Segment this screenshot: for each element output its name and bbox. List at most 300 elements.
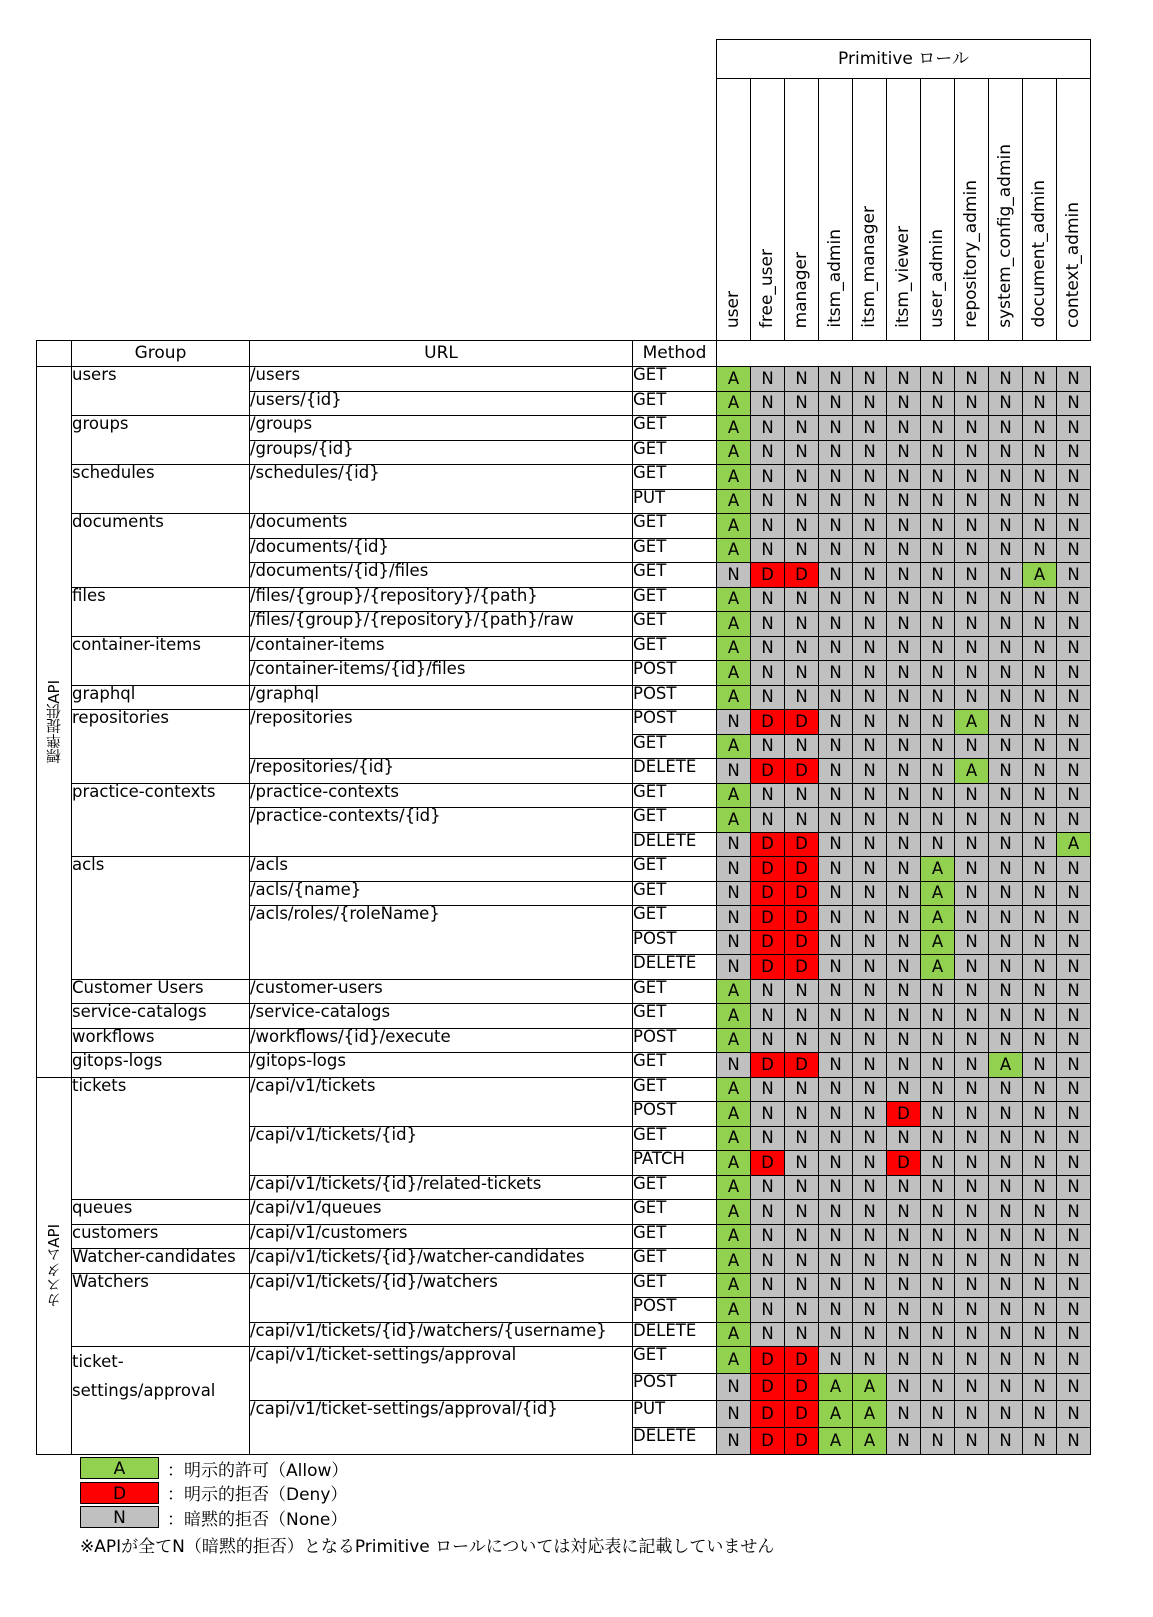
perm-cell-itsm-viewer: N <box>887 1126 921 1151</box>
perm-cell-itsm-viewer: N <box>887 685 921 710</box>
perm-cell-itsm-viewer: N <box>887 440 921 465</box>
perm-cell-itsm-manager: A <box>853 1374 887 1401</box>
perm-cell-user: A <box>717 1249 751 1274</box>
perm-cell-itsm-viewer: N <box>887 1273 921 1298</box>
url-cell: /capi/v1/queues <box>250 1200 633 1225</box>
perm-cell-system-config-admin: N <box>989 1200 1023 1225</box>
perm-cell-system-config-admin: N <box>989 1151 1023 1176</box>
perm-cell-free-user: D <box>751 930 785 955</box>
perm-cell-itsm-manager: N <box>853 1004 887 1029</box>
perm-cell-repository-admin: N <box>955 1428 989 1455</box>
perm-cell-repository-admin: N <box>955 832 989 857</box>
perm-cell-free-user: D <box>751 1428 785 1455</box>
perm-cell-user: N <box>717 1401 751 1428</box>
perm-cell-document-admin: N <box>1023 906 1057 931</box>
perm-cell-context-admin: N <box>1057 391 1091 416</box>
perm-cell-user: N <box>717 710 751 735</box>
group-cell: customers <box>72 1224 250 1249</box>
perm-cell-manager: D <box>785 1428 819 1455</box>
section-label: カスタムAPI <box>44 1223 63 1308</box>
perm-cell-user-admin: N <box>921 1200 955 1225</box>
perm-cell-manager: N <box>785 1077 819 1102</box>
method-column-header: Method <box>633 341 717 367</box>
perm-cell-itsm-admin: N <box>819 440 853 465</box>
perm-cell-itsm-admin: N <box>819 832 853 857</box>
perm-cell-user-admin: N <box>921 1224 955 1249</box>
perm-cell-itsm-viewer: N <box>887 832 921 857</box>
perm-cell-itsm-admin: N <box>819 685 853 710</box>
perm-cell-user: A <box>717 538 751 563</box>
perm-cell-manager: N <box>785 636 819 661</box>
perm-cell-manager: N <box>785 587 819 612</box>
perm-cell-user: A <box>717 979 751 1004</box>
role-header-context-admin <box>1057 79 1091 341</box>
perm-cell-itsm-manager: N <box>853 587 887 612</box>
perm-cell-document-admin: N <box>1023 465 1057 490</box>
perm-cell-itsm-manager: N <box>853 979 887 1004</box>
perm-cell-user-admin: N <box>921 636 955 661</box>
perm-cell-itsm-viewer: D <box>887 1151 921 1176</box>
perm-cell-user-admin: N <box>921 710 955 735</box>
perm-cell-itsm-admin: N <box>819 1224 853 1249</box>
perm-cell-itsm-manager: N <box>853 881 887 906</box>
perm-cell-system-config-admin: N <box>989 1428 1023 1455</box>
perm-cell-itsm-manager: N <box>853 1175 887 1200</box>
perm-cell-itsm-viewer: N <box>887 661 921 686</box>
perm-cell-itsm-admin: N <box>819 1200 853 1225</box>
legend-item-N <box>80 1505 348 1530</box>
perm-cell-repository-admin: N <box>955 783 989 808</box>
perm-cell-itsm-viewer: N <box>887 955 921 980</box>
method-cell: GET <box>633 1273 717 1298</box>
perm-cell-free-user: D <box>751 710 785 735</box>
perm-cell-manager: D <box>785 857 819 882</box>
perm-cell-itsm-admin: N <box>819 587 853 612</box>
perm-cell-context-admin: N <box>1057 783 1091 808</box>
perm-cell-context-admin: N <box>1057 612 1091 637</box>
perm-cell-system-config-admin: N <box>989 661 1023 686</box>
table-row <box>37 1028 1091 1053</box>
table-row <box>37 979 1091 1004</box>
url-cell: /capi/v1/ticket-settings/approval <box>250 1347 633 1401</box>
perm-cell-repository-admin: N <box>955 1322 989 1347</box>
perm-cell-repository-admin: N <box>955 1249 989 1274</box>
perm-cell-user: A <box>717 391 751 416</box>
perm-cell-itsm-admin: N <box>819 1028 853 1053</box>
perm-cell-itsm-viewer: N <box>887 538 921 563</box>
url-cell: /acls/roles/{roleName} <box>250 906 633 980</box>
group-cell: container-items <box>72 636 250 685</box>
perm-cell-itsm-manager: N <box>853 1273 887 1298</box>
url-cell: /practice-contexts <box>250 783 633 808</box>
perm-cell-user: A <box>717 636 751 661</box>
perm-cell-system-config-admin: N <box>989 1004 1023 1029</box>
method-cell: GET <box>633 979 717 1004</box>
perm-cell-document-admin: N <box>1023 783 1057 808</box>
perm-cell-context-admin: N <box>1057 1151 1091 1176</box>
perm-cell-system-config-admin: N <box>989 906 1023 931</box>
perm-cell-repository-admin: N <box>955 489 989 514</box>
perm-cell-document-admin: N <box>1023 1374 1057 1401</box>
perm-cell-system-config-admin: N <box>989 710 1023 735</box>
perm-cell-document-admin: N <box>1023 808 1057 833</box>
perm-cell-itsm-manager: N <box>853 808 887 833</box>
perm-cell-free-user: N <box>751 1102 785 1127</box>
perm-cell-itsm-viewer: N <box>887 416 921 441</box>
table-row <box>37 857 1091 882</box>
perm-cell-context-admin: N <box>1057 979 1091 1004</box>
perm-cell-repository-admin: N <box>955 1004 989 1029</box>
perm-cell-user: A <box>717 514 751 539</box>
perm-cell-itsm-manager: N <box>853 1077 887 1102</box>
perm-cell-itsm-viewer: N <box>887 587 921 612</box>
perm-cell-free-user: N <box>751 1004 785 1029</box>
perm-cell-manager: N <box>785 514 819 539</box>
group-cell: workflows <box>72 1028 250 1053</box>
perm-cell-document-admin: N <box>1023 1102 1057 1127</box>
method-cell: GET <box>633 906 717 931</box>
perm-cell-user-admin: N <box>921 587 955 612</box>
perm-cell-system-config-admin: N <box>989 685 1023 710</box>
method-cell: GET <box>633 465 717 490</box>
perm-cell-itsm-admin: N <box>819 489 853 514</box>
perm-cell-user: N <box>717 857 751 882</box>
perm-cell-itsm-admin: N <box>819 1102 853 1127</box>
perm-cell-manager: D <box>785 1053 819 1078</box>
legend-text: ：明示的拒否（Deny） <box>167 1485 348 1506</box>
perm-cell-context-admin: N <box>1057 906 1091 931</box>
perm-cell-itsm-admin: N <box>819 563 853 588</box>
role-label: system_config_admin <box>995 144 1015 328</box>
perm-cell-itsm-admin: N <box>819 710 853 735</box>
role-header-user <box>717 79 751 341</box>
perm-cell-manager: N <box>785 489 819 514</box>
perm-cell-itsm-manager: N <box>853 1298 887 1323</box>
perm-cell-itsm-viewer: N <box>887 1374 921 1401</box>
perm-cell-context-admin: N <box>1057 1028 1091 1053</box>
perm-cell-itsm-manager: N <box>853 1151 887 1176</box>
perm-cell-manager: D <box>785 955 819 980</box>
perm-cell-manager: N <box>785 391 819 416</box>
perm-cell-free-user: N <box>751 489 785 514</box>
perm-cell-user-admin: A <box>921 881 955 906</box>
perm-cell-system-config-admin: N <box>989 955 1023 980</box>
method-cell: POST <box>633 661 717 686</box>
table-row <box>37 1004 1091 1029</box>
perm-cell-document-admin: N <box>1023 1053 1057 1078</box>
perm-cell-user: A <box>717 661 751 686</box>
perm-cell-system-config-admin: N <box>989 1077 1023 1102</box>
perm-cell-user-admin: A <box>921 955 955 980</box>
perm-cell-document-admin: N <box>1023 685 1057 710</box>
perm-cell-user-admin: N <box>921 979 955 1004</box>
perm-cell-itsm-manager: N <box>853 489 887 514</box>
perm-cell-context-admin: N <box>1057 1249 1091 1274</box>
method-cell: POST <box>633 685 717 710</box>
perm-cell-user: A <box>717 1028 751 1053</box>
perm-cell-user-admin: N <box>921 1102 955 1127</box>
perm-cell-user-admin: N <box>921 1004 955 1029</box>
perm-cell-system-config-admin: N <box>989 832 1023 857</box>
perm-cell-manager: N <box>785 1249 819 1274</box>
perm-cell-itsm-manager: N <box>853 857 887 882</box>
perm-cell-itsm-admin: N <box>819 881 853 906</box>
perm-cell-itsm-viewer: N <box>887 783 921 808</box>
perm-cell-repository-admin: N <box>955 538 989 563</box>
perm-cell-document-admin: N <box>1023 1273 1057 1298</box>
perm-cell-free-user: D <box>751 563 785 588</box>
role-header-user-admin <box>921 79 955 341</box>
perm-cell-repository-admin: N <box>955 685 989 710</box>
perm-cell-system-config-admin: N <box>989 1224 1023 1249</box>
perm-cell-itsm-viewer: N <box>887 391 921 416</box>
table-row <box>37 1347 1091 1374</box>
perm-cell-itsm-viewer: D <box>887 1102 921 1127</box>
url-cell: /repositories <box>250 710 633 759</box>
perm-cell-itsm-admin: N <box>819 661 853 686</box>
perm-cell-context-admin: N <box>1057 1374 1091 1401</box>
role-header-itsm-manager <box>853 79 887 341</box>
perm-cell-itsm-viewer: N <box>887 1322 921 1347</box>
perm-cell-document-admin: N <box>1023 710 1057 735</box>
perm-cell-manager: D <box>785 759 819 784</box>
perm-cell-free-user: N <box>751 440 785 465</box>
perm-cell-free-user: D <box>751 857 785 882</box>
perm-cell-document-admin: A <box>1023 563 1057 588</box>
perm-cell-itsm-viewer: N <box>887 1401 921 1428</box>
perm-cell-itsm-viewer: N <box>887 1298 921 1323</box>
perm-cell-document-admin: N <box>1023 832 1057 857</box>
perm-cell-user: A <box>717 1298 751 1323</box>
method-cell: GET <box>633 1175 717 1200</box>
perm-cell-itsm-admin: N <box>819 759 853 784</box>
perm-cell-user: A <box>717 440 751 465</box>
perm-cell-user-admin: N <box>921 416 955 441</box>
perm-cell-user: N <box>717 759 751 784</box>
perm-cell-itsm-viewer: N <box>887 465 921 490</box>
url-cell: /users/{id} <box>250 391 633 416</box>
perm-cell-repository-admin: N <box>955 416 989 441</box>
perm-cell-repository-admin: N <box>955 1126 989 1151</box>
role-label: user <box>723 290 743 328</box>
permission-table <box>36 39 1091 1455</box>
perm-cell-free-user: N <box>751 1077 785 1102</box>
perm-cell-context-admin: N <box>1057 1401 1091 1428</box>
perm-cell-user-admin: N <box>921 734 955 759</box>
perm-cell-document-admin: N <box>1023 759 1057 784</box>
perm-cell-system-config-admin: N <box>989 1273 1023 1298</box>
perm-cell-free-user: N <box>751 734 785 759</box>
method-cell: GET <box>633 734 717 759</box>
perm-cell-repository-admin: N <box>955 1200 989 1225</box>
table-row <box>37 685 1091 710</box>
perm-cell-itsm-manager: N <box>853 563 887 588</box>
perm-cell-free-user: N <box>751 1126 785 1151</box>
perm-cell-free-user: N <box>751 979 785 1004</box>
perm-cell-itsm-manager: N <box>853 1347 887 1374</box>
perm-cell-itsm-viewer: N <box>887 1224 921 1249</box>
perm-cell-context-admin: N <box>1057 1347 1091 1374</box>
perm-cell-document-admin: N <box>1023 440 1057 465</box>
blank-corner <box>37 40 717 341</box>
url-cell: /capi/v1/tickets/{id} <box>250 1126 633 1175</box>
perm-cell-itsm-admin: N <box>819 1053 853 1078</box>
section-header-blank <box>37 341 72 367</box>
perm-cell-itsm-admin: N <box>819 1273 853 1298</box>
perm-cell-repository-admin: N <box>955 1053 989 1078</box>
perm-cell-user: A <box>717 367 751 392</box>
perm-cell-user-admin: N <box>921 1126 955 1151</box>
perm-cell-itsm-viewer: N <box>887 514 921 539</box>
role-label: itsm_viewer <box>893 226 913 328</box>
perm-cell-context-admin: N <box>1057 930 1091 955</box>
perm-cell-document-admin: N <box>1023 1249 1057 1274</box>
method-cell: GET <box>633 416 717 441</box>
role-header-free-user <box>751 79 785 341</box>
perm-cell-context-admin: N <box>1057 1175 1091 1200</box>
perm-cell-itsm-manager: N <box>853 661 887 686</box>
table-row <box>37 636 1091 661</box>
perm-cell-document-admin: N <box>1023 1175 1057 1200</box>
perm-cell-itsm-viewer: N <box>887 906 921 931</box>
perm-cell-user: N <box>717 832 751 857</box>
perm-cell-document-admin: N <box>1023 391 1057 416</box>
perm-cell-manager: D <box>785 710 819 735</box>
url-cell: /capi/v1/customers <box>250 1224 633 1249</box>
perm-cell-user: N <box>717 1428 751 1455</box>
url-cell: /schedules/{id} <box>250 465 633 514</box>
perm-cell-itsm-viewer: N <box>887 1028 921 1053</box>
url-cell: /container-items <box>250 636 633 661</box>
method-cell: GET <box>633 391 717 416</box>
method-cell: POST <box>633 1102 717 1127</box>
perm-cell-itsm-viewer: N <box>887 1175 921 1200</box>
perm-cell-document-admin: N <box>1023 489 1057 514</box>
group-cell: ticket-settings/approval <box>72 1347 250 1455</box>
method-cell: GET <box>633 783 717 808</box>
perm-cell-user: A <box>717 1273 751 1298</box>
perm-cell-user: N <box>717 1374 751 1401</box>
perm-cell-user-admin: N <box>921 465 955 490</box>
perm-cell-context-admin: N <box>1057 857 1091 882</box>
perm-cell-free-user: D <box>751 1347 785 1374</box>
perm-cell-itsm-manager: N <box>853 685 887 710</box>
perm-cell-document-admin: N <box>1023 636 1057 661</box>
perm-cell-document-admin: N <box>1023 538 1057 563</box>
group-cell: practice-contexts <box>72 783 250 857</box>
perm-cell-user-admin: N <box>921 1273 955 1298</box>
perm-cell-context-admin: A <box>1057 832 1091 857</box>
section-label-cell <box>37 367 72 1078</box>
perm-cell-free-user: N <box>751 1273 785 1298</box>
perm-cell-free-user: N <box>751 612 785 637</box>
perm-cell-context-admin: N <box>1057 416 1091 441</box>
perm-cell-user: N <box>717 930 751 955</box>
method-cell: POST <box>633 1374 717 1401</box>
url-cell: /customer-users <box>250 979 633 1004</box>
perm-cell-repository-admin: N <box>955 563 989 588</box>
perm-cell-user-admin: N <box>921 367 955 392</box>
perm-cell-document-admin: N <box>1023 979 1057 1004</box>
method-cell: GET <box>633 587 717 612</box>
table-row <box>37 416 1091 441</box>
perm-cell-itsm-admin: N <box>819 636 853 661</box>
perm-cell-itsm-manager: N <box>853 710 887 735</box>
perm-cell-itsm-manager: N <box>853 1322 887 1347</box>
legend-item-D <box>80 1481 348 1506</box>
perm-cell-itsm-admin: N <box>819 367 853 392</box>
perm-cell-repository-admin: N <box>955 906 989 931</box>
perm-cell-user-admin: N <box>921 612 955 637</box>
perm-cell-itsm-admin: N <box>819 808 853 833</box>
perm-cell-itsm-manager: A <box>853 1428 887 1455</box>
perm-cell-context-admin: N <box>1057 440 1091 465</box>
perm-cell-document-admin: N <box>1023 930 1057 955</box>
method-cell: GET <box>633 1224 717 1249</box>
perm-cell-itsm-admin: N <box>819 514 853 539</box>
url-cell: /documents/{id}/files <box>250 563 633 588</box>
perm-cell-free-user: N <box>751 783 785 808</box>
method-cell: DELETE <box>633 759 717 784</box>
perm-cell-free-user: D <box>751 1374 785 1401</box>
perm-cell-itsm-admin: N <box>819 416 853 441</box>
perm-cell-user-admin: N <box>921 783 955 808</box>
section-label-cell <box>37 1077 72 1455</box>
role-header-itsm-viewer <box>887 79 921 341</box>
table-row <box>37 783 1091 808</box>
perm-cell-itsm-admin: N <box>819 538 853 563</box>
perm-cell-free-user: D <box>751 759 785 784</box>
perm-cell-user-admin: N <box>921 808 955 833</box>
table-row <box>37 1077 1091 1102</box>
perm-cell-free-user: N <box>751 391 785 416</box>
legend-swatch: D <box>80 1482 159 1504</box>
perm-cell-user: A <box>717 1347 751 1374</box>
perm-cell-free-user: N <box>751 1200 785 1225</box>
perm-cell-context-admin: N <box>1057 1273 1091 1298</box>
perm-cell-free-user: N <box>751 1322 785 1347</box>
perm-cell-document-admin: N <box>1023 416 1057 441</box>
perm-cell-document-admin: N <box>1023 1200 1057 1225</box>
perm-cell-free-user: D <box>751 1053 785 1078</box>
perm-cell-repository-admin: N <box>955 857 989 882</box>
perm-cell-free-user: N <box>751 1028 785 1053</box>
perm-cell-user-admin: N <box>921 1401 955 1428</box>
method-cell: GET <box>633 1200 717 1225</box>
perm-cell-system-config-admin: N <box>989 587 1023 612</box>
perm-cell-manager: N <box>785 1028 819 1053</box>
perm-cell-free-user: D <box>751 1151 785 1176</box>
role-header-system-config-admin <box>989 79 1023 341</box>
group-cell: Watcher-candidates <box>72 1249 250 1274</box>
perm-cell-document-admin: N <box>1023 612 1057 637</box>
perm-cell-itsm-admin: N <box>819 1347 853 1374</box>
perm-cell-context-admin: N <box>1057 1428 1091 1455</box>
perm-cell-free-user: N <box>751 1175 785 1200</box>
perm-cell-itsm-manager: N <box>853 1249 887 1274</box>
group-cell: acls <box>72 857 250 980</box>
perm-cell-user: A <box>717 1077 751 1102</box>
perm-cell-itsm-admin: A <box>819 1428 853 1455</box>
method-cell: PATCH <box>633 1151 717 1176</box>
method-cell: DELETE <box>633 1322 717 1347</box>
perm-cell-repository-admin: N <box>955 612 989 637</box>
perm-cell-free-user: N <box>751 1224 785 1249</box>
perm-cell-itsm-viewer: N <box>887 1347 921 1374</box>
perm-cell-user: N <box>717 881 751 906</box>
perm-cell-itsm-admin: N <box>819 783 853 808</box>
perm-cell-free-user: N <box>751 367 785 392</box>
